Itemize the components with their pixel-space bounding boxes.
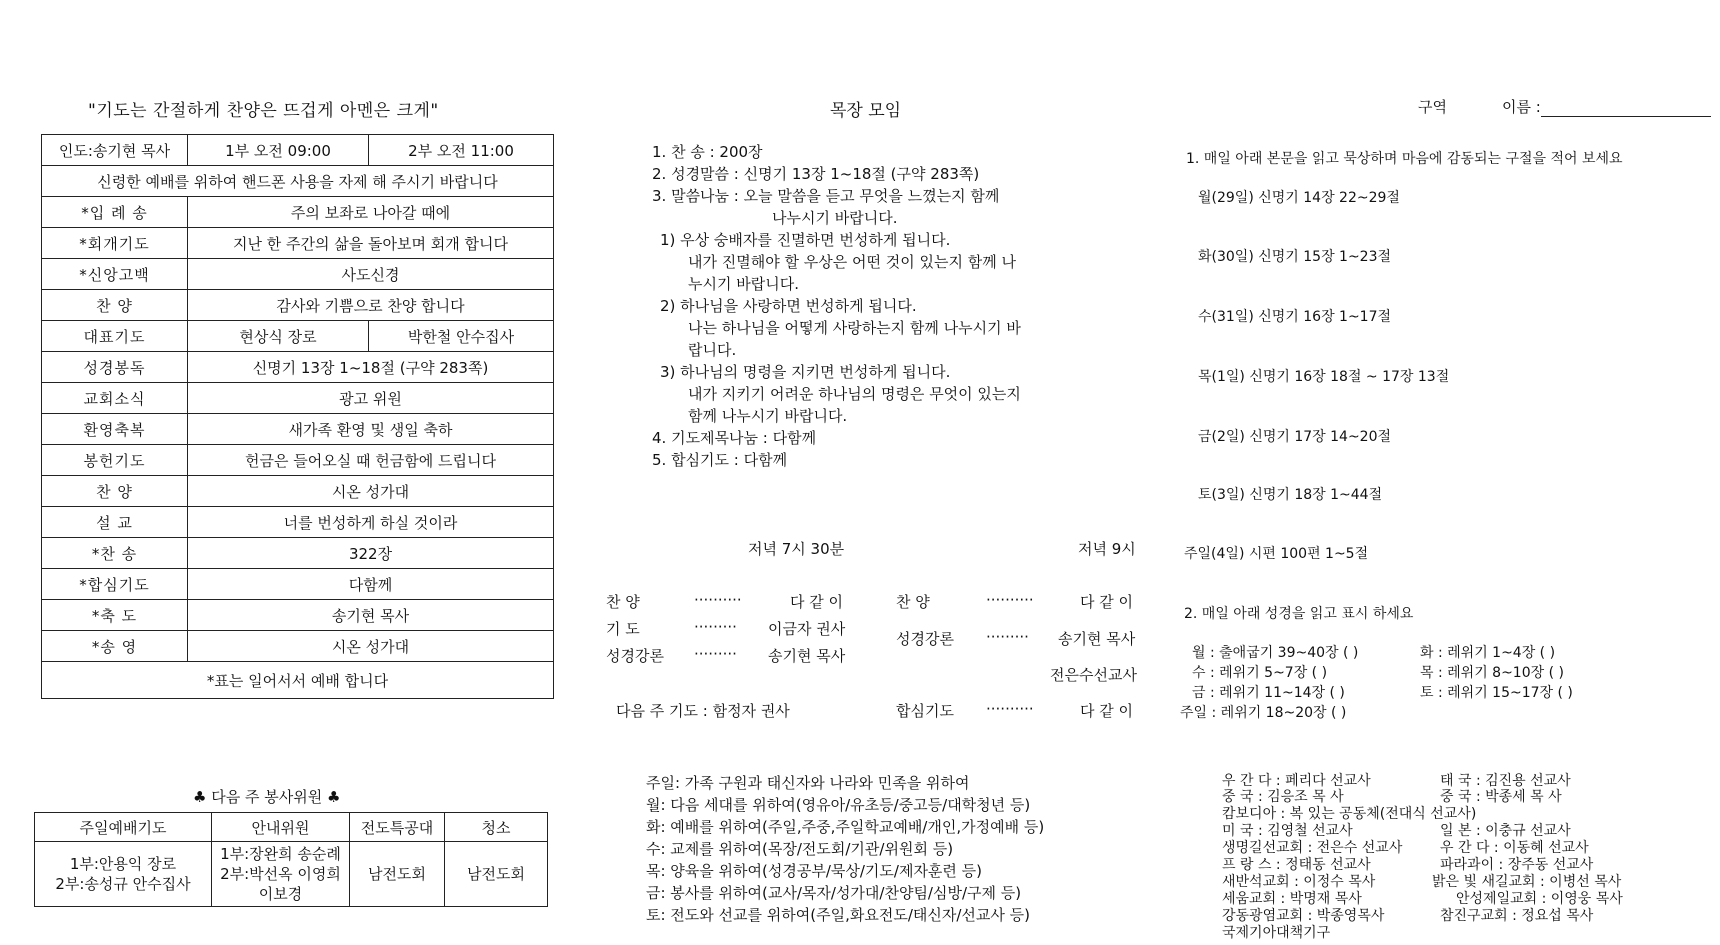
missionary-entry: 일 본 : 이충규 선교사 (1440, 823, 1571, 839)
table-row (42, 569, 554, 600)
prayer-second: 2부:송성규 안수집사 (55, 875, 191, 893)
order-value: 지난 한 주간의 삶을 돌아보며 회개 합니다 (188, 228, 554, 259)
table-row (42, 228, 554, 259)
order-label: 찬 양 (42, 290, 188, 321)
evening-dots: ·········· (986, 700, 1034, 718)
evening-dots: ·········· (986, 591, 1034, 609)
checklist-instruction: 2. 매일 아래 성경을 읽고 표시 하세요 (1184, 606, 1414, 622)
reading-day: 주일(4일) 시편 100편 1~5절 (1184, 546, 1369, 562)
table-row (42, 290, 554, 321)
table-row (42, 135, 554, 166)
table-row (42, 383, 554, 414)
order-value: 주의 보좌로 나아갈 때에 (188, 197, 554, 228)
missionary-entry: 새반석교회 : 이정수 목사 (1222, 874, 1376, 890)
order-value: 헌금은 들어오실 때 헌금함에 드립니다 (188, 445, 554, 476)
order-label: 찬 양 (42, 476, 188, 507)
prayer-topic: 수: 교제를 위하여(목장/전도회/기관/위원회 등) (646, 840, 954, 858)
table-row (42, 538, 554, 569)
meeting-line: 3. 말씀나눔 : 오늘 말씀을 듣고 무엇을 느꼈는지 함께 (652, 187, 1000, 205)
missionary-entry: 밝은 빛 새길교회 : 이병선 목사 (1432, 874, 1622, 890)
order-value: 새가족 환영 및 생일 축하 (188, 414, 554, 445)
table-row (35, 842, 548, 907)
leader-cell: 인도:송기현 목사 (42, 135, 188, 166)
evening-left-value: 송기현 목사 (768, 647, 846, 665)
first-service-time: 1부 오전 09:00 (188, 135, 369, 166)
prayer-cell (35, 842, 212, 907)
order-label: 성경봉독 (42, 352, 188, 383)
table-row (42, 414, 554, 445)
prayer-topic: 화: 예배를 위하여(주일,주중,주일학교예배/개인,가정예배 등) (646, 818, 1045, 836)
table-row (42, 321, 554, 352)
meeting-line: 내가 지키기 어려운 하나님의 명령은 무엇이 있는지 (688, 385, 1021, 403)
checklist-item: 금 : 레위기 11~14장 ( ) (1192, 685, 1345, 701)
evening-left-label: 기 도 (606, 620, 640, 638)
name-underline (1541, 100, 1711, 117)
order-value: 시온 성가대 (188, 631, 554, 662)
order-value: 현상식 장로 (188, 321, 369, 352)
meeting-line: 랍니다. (688, 341, 737, 359)
table-row (42, 476, 554, 507)
missionary-entry: 태 국 : 김진용 선교사 (1440, 773, 1571, 789)
meeting-line: 2) 하나님을 사랑하면 번성하게 됩니다. (660, 297, 917, 315)
order-value: 너를 번성하게 하실 것이라 (188, 507, 554, 538)
table-row (35, 813, 548, 842)
guide-line: 1부:장완희 송순례 (220, 845, 341, 863)
service-committee-title: ♣ 다음 주 봉사위원 ♣ (193, 788, 341, 806)
order-value: 신명기 13장 1~18절 (구약 283쪽) (188, 352, 554, 383)
order-label: 교회소식 (42, 383, 188, 414)
meeting-line: 4. 기도제목나눔 : 다함께 (652, 429, 817, 447)
missionary-entry: 미 국 : 김영철 선교사 (1222, 823, 1353, 839)
order-label: *회개기도 (42, 228, 188, 259)
guide-cell (212, 842, 350, 907)
missionary-entry: 안성제일교회 : 이영웅 목사 (1456, 891, 1623, 907)
order-value: 시온 성가대 (188, 476, 554, 507)
table-row (42, 197, 554, 228)
evening-right-label: 합심기도 (896, 702, 954, 720)
reading-day: 화(30일) 신명기 15장 1~23절 (1198, 249, 1392, 265)
evening-left-value: 이금자 권사 (768, 620, 846, 638)
missionary-entry: 중 국 : 박종세 목 사 (1440, 789, 1562, 805)
meeting-title: 목장 모임 (830, 101, 902, 121)
order-label: *신앙고백 (42, 259, 188, 290)
prayer-topic: 금: 봉사를 위하여(교사/목자/성가대/찬양팀/심방/구제 등) (646, 884, 1022, 902)
reading-day: 목(1일) 신명기 16장 18절 ~ 17장 13절 (1198, 369, 1450, 385)
meeting-line: 누시기 바랍니다. (688, 275, 799, 293)
standing-note: *표는 일어서서 예배 합니다 (42, 662, 554, 699)
column-header: 주일예배기도 (35, 813, 212, 842)
meeting-line: 1) 우상 숭배자를 진멸하면 번성하게 됩니다. (660, 231, 951, 249)
prayer-topic: 목: 양육을 위하여(성경공부/묵상/기도/제자훈련 등) (646, 862, 983, 880)
table-row (42, 166, 554, 197)
table-row (42, 600, 554, 631)
meeting-line: 나는 하나님을 어떻게 사랑하는지 함께 나누시기 바 (688, 319, 1021, 337)
column-header: 청소 (445, 813, 548, 842)
order-value: 송기현 목사 (188, 600, 554, 631)
evening-right-value: 다 같 이 (1080, 593, 1134, 611)
reading-day: 수(31일) 신명기 16장 1~17절 (1198, 309, 1392, 325)
order-label: 환영축복 (42, 414, 188, 445)
missionary-entry: 강동광염교회 : 박종영목사 (1222, 908, 1385, 924)
column-header: 전도특공대 (350, 813, 445, 842)
missionary-entry: 생명길선교회 : 전은수 선교사 (1222, 840, 1403, 856)
table-row (42, 507, 554, 538)
evening-left-label: 성경강론 (606, 647, 664, 665)
reading-day: 토(3일) 신명기 18장 1~44절 (1198, 487, 1383, 503)
prayer-topic: 주일: 가족 구원과 태신자와 나라와 민족을 위하여 (646, 774, 970, 792)
prayer-topic: 토: 전도와 선교를 위하여(주일,화요전도/태신자/선교사 등) (646, 906, 1030, 924)
guide-line: 2부:박선옥 이영희 (220, 865, 341, 883)
prayer-topic: 월: 다음 세대를 위하여(영유아/유초등/중고등/대학청년 등) (646, 796, 1031, 814)
table-row (42, 445, 554, 476)
column-header: 안내위원 (212, 813, 350, 842)
evening-dots: ········· (986, 628, 1029, 646)
missionary-entry: 우 간 다 : 페리다 선교사 (1222, 773, 1371, 789)
evening-time-first: 저녁 7시 30분 (748, 540, 845, 558)
evening-right-label: 성경강론 (896, 630, 954, 648)
meeting-line: 1. 찬 송 : 200장 (652, 143, 763, 161)
order-label: *합심기도 (42, 569, 188, 600)
order-label: 봉헌기도 (42, 445, 188, 476)
missionary-entry: 세움교회 : 박명재 목사 (1222, 891, 1362, 907)
name-label: 이름 : (1502, 98, 1541, 116)
cleaning-cell: 남전도회 (445, 842, 548, 907)
evening-right-value: 전은수선교사 (1050, 666, 1137, 684)
meeting-line: 2. 성경말씀 : 신명기 13장 1~18절 (구약 283쪽) (652, 165, 980, 183)
checklist-item: 수 : 레위기 5~7장 ( ) (1192, 665, 1328, 681)
missionary-entry: 프 랑 스 : 정태동 선교사 (1222, 857, 1371, 873)
missionary-entry: 캄보디아 : 복 있는 공동체(전대식 선교사) (1222, 806, 1477, 822)
missionary-entry: 중 국 : 김응조 목 사 (1222, 789, 1344, 805)
second-service-time: 2부 오전 11:00 (369, 135, 554, 166)
table-row (42, 662, 554, 699)
order-label: *입 례 송 (42, 197, 188, 228)
phone-notice: 신령한 예배를 위하여 핸드폰 사용을 자제 해 주시기 바랍니다 (42, 166, 554, 197)
evening-right-label: 찬 양 (896, 593, 930, 611)
evening-right-value: 다 같 이 (1080, 702, 1134, 720)
reading-instruction: 1. 매일 아래 본문을 읽고 묵상하며 마음에 감동되는 구절을 적어 보세요 (1186, 151, 1623, 167)
missionary-entry: 우 간 다 : 이동혜 선교사 (1440, 840, 1589, 856)
meeting-line: 함께 나누시기 바랍니다. (688, 407, 848, 425)
evening-time-second: 저녁 9시 (1078, 540, 1136, 558)
order-label: 설 교 (42, 507, 188, 538)
evening-left-label: 찬 양 (606, 593, 640, 611)
table-row (42, 259, 554, 290)
reading-day: 월(29일) 신명기 14장 22~29절 (1198, 190, 1400, 206)
evening-left-value: 다 같 이 (790, 593, 844, 611)
church-motto: "기도는 간절하게 찬양은 뜨겁게 아멘은 크게" (88, 101, 439, 121)
evening-dots: ········· (694, 645, 737, 663)
region-label: 구역 (1418, 98, 1447, 116)
service-committee-table (34, 812, 548, 907)
worship-order-table (41, 134, 554, 699)
order-label: *송 영 (42, 631, 188, 662)
checklist-item: 주일 : 레위기 18~20장 ( ) (1180, 705, 1347, 721)
table-row (42, 631, 554, 662)
guide-line: 이보경 (258, 885, 303, 903)
order-label: *축 도 (42, 600, 188, 631)
evangelism-cell: 남전도회 (350, 842, 445, 907)
name-field (1502, 96, 1711, 117)
checklist-item: 월 : 출애굽기 39~40장 ( ) (1192, 645, 1359, 661)
prayer-first: 1부:안용익 장로 (69, 855, 177, 873)
evening-right-value: 송기현 목사 (1058, 630, 1136, 648)
evening-dots: ········· (694, 618, 737, 636)
order-value-second: 박한철 안수집사 (369, 321, 554, 352)
evening-dots: ·········· (694, 591, 742, 609)
order-value: 감사와 기쁨으로 찬양 합니다 (188, 290, 554, 321)
next-week-prayer: 다음 주 기도 : 함정자 권사 (616, 702, 790, 720)
meeting-line: 나누시기 바랍니다. (772, 209, 898, 227)
reading-day: 금(2일) 신명기 17장 14~20절 (1198, 429, 1392, 445)
missionary-entry: 국제기아대책기구 (1222, 925, 1331, 941)
missionary-entry: 참진구교회 : 정요섭 목사 (1440, 908, 1594, 924)
table-row (42, 352, 554, 383)
order-label: 대표기도 (42, 321, 188, 352)
checklist-item: 토 : 레위기 15~17장 ( ) (1420, 685, 1573, 701)
order-value: 다함께 (188, 569, 554, 600)
meeting-line: 내가 진멸해야 할 우상은 어떤 것이 있는지 함께 나 (688, 253, 1016, 271)
missionary-entry: 파라과이 : 장주동 선교사 (1440, 857, 1594, 873)
order-label: *찬 송 (42, 538, 188, 569)
meeting-line: 5. 합심기도 : 다함께 (652, 451, 788, 469)
meeting-line: 3) 하나님의 명령을 지키면 번성하게 됩니다. (660, 363, 951, 381)
checklist-item: 화 : 레위기 1~4장 ( ) (1420, 645, 1556, 661)
order-value: 광고 위원 (188, 383, 554, 414)
order-value: 322장 (188, 538, 554, 569)
order-value: 사도신경 (188, 259, 554, 290)
checklist-item: 목 : 레위기 8~10장 ( ) (1420, 665, 1564, 681)
